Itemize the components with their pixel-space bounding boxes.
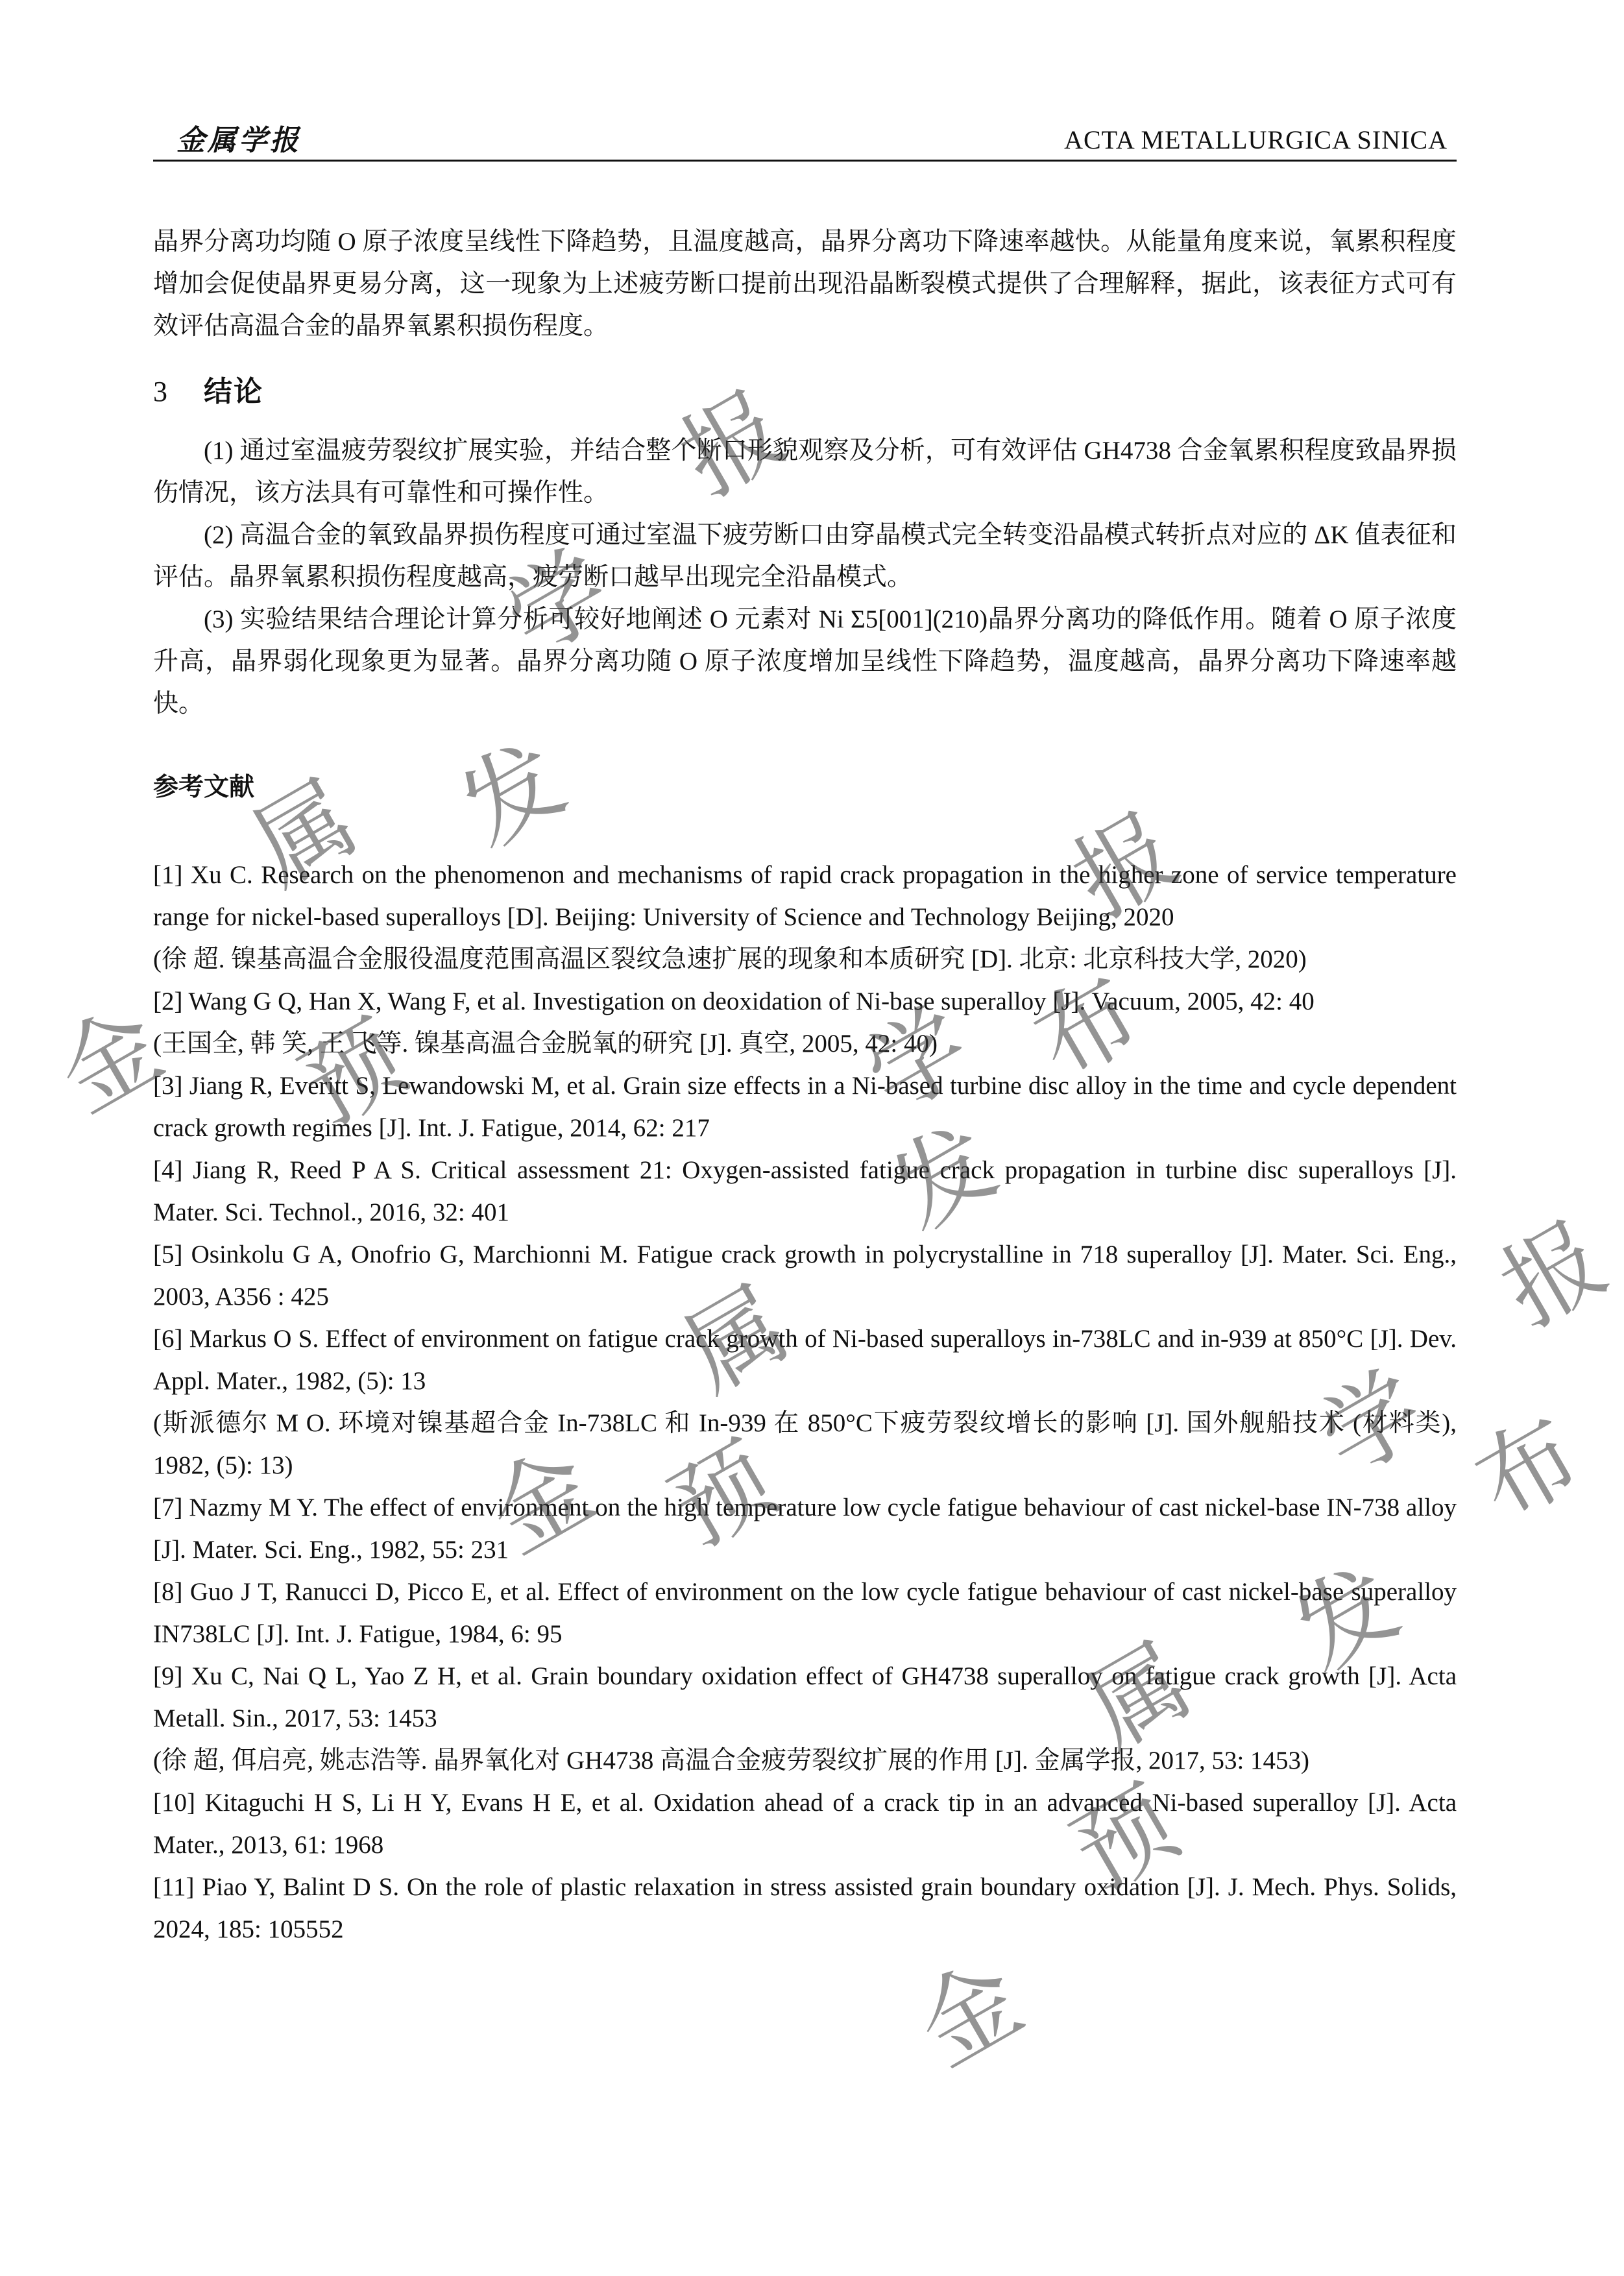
watermark-char: 属 [234,760,376,907]
conclusion-3: (3) 实验结果结合理论计算分析可较好地阐述 O 元素对 Ni Σ5[001](210)晶界分离功的降低作用。随着 O 原子浓度升高，晶界弱化现象更为显著。晶界分离功随 O 原子浓度增加呈线性下降趋势，温度越高，晶界分离功下降速率越快。 [153,605,1457,718]
reference-entry: [8] Guo J T, Ranucci D, Picco E, et al. Effect of environment on the low cycle fatigue behaviour of cast nickel-base superalloy IN738LC [J]. Int. J. Fatigue, 1984, 6: 95 [153,1578,1457,1648]
intro-paragraph: 晶界分离功均随 O 原子浓度呈线性下降趋势，且温度越高，晶界分离功下降速率越快。从能量角度来说，氧累积程度增加会促使晶界更易分离，这一现象为上述疲劳断口提前出现沿晶断裂模式提供了合理解释，据此，该表征方式可有效评估高温合金的晶界氧累积损伤程度。 [153,228,1457,340]
watermark-char: 学 [487,530,629,677]
reference-entry: [11] Piao Y, Balint D S. On the role of plastic relaxation in stress assisted grain boundary oxidation [J]. J. Mech. Phys. Solids, 2024, 185: 105552 [153,1873,1457,1943]
watermark-char: 预 [1055,1766,1196,1913]
article-body [153,221,1457,1950]
watermark-char: 发 [1276,1545,1417,1692]
journal-name: ACTA METALLURGICA SINICA [1064,125,1448,154]
watermark-char: 布 [1016,955,1157,1102]
watermark-char: 学 [1302,1351,1443,1497]
reference-entry: [7] Nazmy M Y. The effect of environment on the high temperature low cycle fatigue behaviour of cast nickel-base IN-738 alloy [J]. Mater. Sci. Eng., 1982, 55: 231 [153,1494,1457,1564]
reference-entry: [1] Xu C. Research on the phenomenon and mechanisms of rapid crack propagation in the higher zone of service temperature range for nickel-based superalloys [D]. Beijing: University of Science and Technology Beijing, 2020 [153,861,1457,931]
reference-list [153,854,1457,1950]
reference-entry: [5] Osinkolu G A, Onofrio G, Marchionni M. Fatigue crack growth in polycrystalline in 718 superalloy [J]. Mater. Sci. Eng., 2003, A356 : 425 [153,1241,1457,1311]
reference-entry-translation: (王国全, 韩 笑, 王 飞等. 镍基高温合金脱氧的研究 [J]. 真空, 2005, 42: 40) [153,1030,938,1058]
watermark-char: 属 [1068,1623,1209,1770]
reference-entry: [2] Wang G Q, Han X, Wang F, et al. Investigation on deoxidation of Ni-base superalloy [J]. Vacuum, 2005, 42: 40 [153,987,1315,1015]
watermark-char: 发 [442,721,583,868]
reference-entry-translation: (徐 超. 镍基高温合金服役温度范围高温区裂纹急速扩展的现象和本质研究 [D]. 北京: 北京科技大学, 2020) [153,945,1307,973]
watermark-char: 预 [283,1000,424,1147]
watermark-char: 金 [40,987,181,1134]
reference-entry: [9] Xu C, Nai Q L, Yao Z H, et al. Grain boundary oxidation effect of GH4738 superalloy on fatigue crack growth [J]. Acta Metall. Sin., 2017, 53: 1453 [153,1662,1457,1732]
reference-entry-translation: (斯派德尔 M O. 环境对镍基超合金 In-738LC 和 In-939 在 850°C下疲劳裂纹增长的影响 [J]. 国外舰船技术 (材料类), 1982, (5): 13) [153,1409,1457,1479]
watermark-char: 报 [662,371,804,518]
watermark-char: 金 [899,1941,1041,2088]
watermark-char: 报 [1055,793,1196,939]
reference-entry: [3] Jiang R, Everitt S, Lewandowski M, et al. Grain size effects in a Ni-based turbine disc alloy in the time and cycle dependent crack growth regimes [J]. Int. J. Fatigue, 2014, 62: 217 [153,1072,1457,1142]
reference-entry: [6] Markus O S. Effect of environment on fatigue crack growth of Ni-based superalloys in-738LC and in-939 at 850°C [J]. Dev. Appl. Mater., 1982, (5): 13 [153,1325,1457,1395]
section-heading [153,370,1457,413]
watermark-char: 金 [471,1429,612,1575]
reference-entry: [4] Jiang R, Reed P A S. Critical assessment 21: Oxygen-assisted fatigue crack propagation in turbine disc superalloys [J]. Mater. Sci. Technol., 2016, 32: 401 [153,1156,1457,1226]
watermark-char: 学 [847,987,989,1134]
reference-entry-translation: (徐 超, 佴启亮, 姚志浩等. 晶界氧化对 GH4738 高温合金疲劳裂纹扩展的作用 [J]. 金属学报, 2017, 53: 1453) [153,1747,1310,1774]
reference-entry: [10] Kitaguchi H S, Li H Y, Evans H E, et al. Oxidation ahead of a crack tip in an advanced Ni-based superalloy [J]. Acta Mater., 2013, 61: 1968 [153,1789,1457,1859]
section-number: 3 [153,376,169,407]
references-heading: 参考文献 [153,773,255,802]
journal-logo: 金属学报 [176,124,301,157]
conclusion-1: (1) 通过室温疲劳裂纹扩展实验，并结合整个断口形貌观察及分析，可有效评估 GH4738 合金氧累积程度致晶界损伤情况，该方法具有可靠性和可操作性。 [153,437,1457,507]
section-title: 结论 [204,375,263,408]
watermark-char: 报 [1483,1202,1624,1348]
header-rule [153,160,1457,162]
watermark-char: 发 [873,1104,1015,1251]
conclusion-2: (2) 高温合金的氧致晶界损伤程度可通过室温下疲劳断口由穿晶模式完全转变沿晶模式转折点对应的 ΔK 值表征和评估。晶界氧累积损伤程度越高，疲劳断口越早出现完全沿晶模式。 [153,521,1457,591]
watermark-char: 属 [666,1266,807,1413]
watermark-char: 预 [653,1422,794,1569]
watermark-char: 布 [1457,1396,1599,1543]
